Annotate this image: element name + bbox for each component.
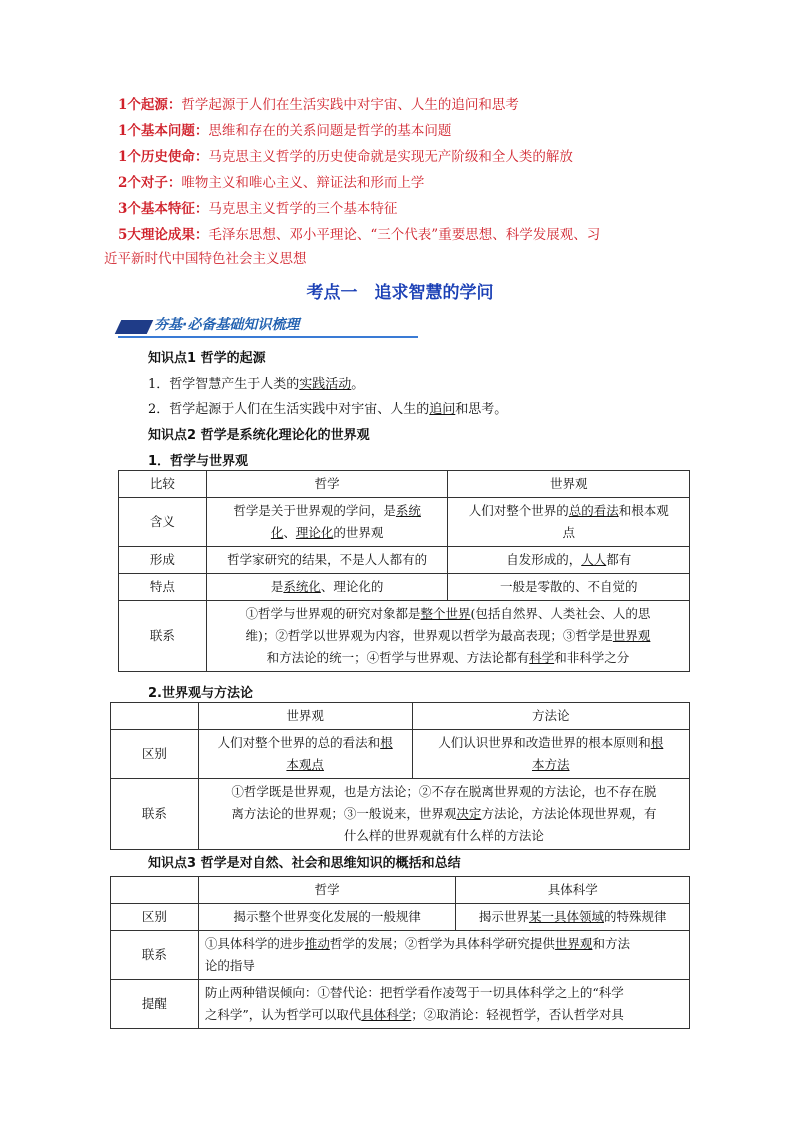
summary-line-achievements: 5大理论成果：毛泽东思想、邓小平理论、“三个代表”重要思想、科学发展观、习 bbox=[118, 227, 601, 243]
table-cell: 哲学家研究的结果，不是人人都有的 bbox=[206, 547, 448, 574]
table-header-cell bbox=[111, 877, 199, 904]
table-cell: 人们对整个世界的总的看法和根本观 点 bbox=[448, 498, 690, 547]
table-row bbox=[111, 980, 690, 1029]
table-row bbox=[119, 574, 690, 601]
table-header-cell: 哲学 bbox=[206, 471, 448, 498]
k2-subheading-1: 1．哲学与世界观 bbox=[148, 454, 249, 469]
summary-line-pairs: 2个对子：唯物主义和唯心主义、辩证法和形而上学 bbox=[118, 175, 425, 191]
table-philosophy-science bbox=[110, 876, 690, 1029]
table-cell: ①具体科学的进步推动哲学的发展；②哲学为具体科学研究提供世界观和方法 论的指导 bbox=[198, 931, 689, 980]
row-label: 联系 bbox=[119, 601, 207, 672]
table-row bbox=[111, 779, 690, 850]
table-header-cell: 比较 bbox=[119, 471, 207, 498]
table-header-cell: 世界观 bbox=[198, 703, 412, 730]
row-label: 联系 bbox=[111, 931, 199, 980]
summary-line-mission: 1个历史使命：马克思主义哲学的历史使命就是实现无产阶级和全人类的解放 bbox=[118, 149, 573, 165]
summary-line-achievements-cont: 近平新时代中国特色社会主义思想 bbox=[104, 251, 307, 267]
k1-paragraph-2: 2．哲学起源于人们在生活实践中对宇宙、人生的追问和思考。 bbox=[148, 402, 508, 417]
table-header-cell: 世界观 bbox=[448, 471, 690, 498]
row-label: 形成 bbox=[119, 547, 207, 574]
table-row bbox=[111, 877, 690, 904]
row-label: 区别 bbox=[111, 904, 199, 931]
summary-block bbox=[104, 92, 688, 270]
table-row bbox=[111, 730, 690, 779]
k2-subheading-2: 2.世界观与方法论 bbox=[148, 686, 253, 701]
table-row bbox=[111, 904, 690, 931]
table-row bbox=[119, 498, 690, 547]
k1-paragraph-1: 1．哲学智慧产生于人类的实践活动。 bbox=[148, 377, 365, 392]
table-cell: ①哲学既是世界观，也是方法论；②不存在脱离世界观的方法论，也不存在脱 离方法论的世界观；③一般说来，世界观决定方法论，方法论体现世界观，有 什么样的世界观就有什么样的方法论 bbox=[198, 779, 689, 850]
summary-line-origin: 1个起源：哲学起源于人们在生活实践中对宇宙、人生的追问和思考 bbox=[118, 97, 519, 113]
table-cell: ①哲学与世界观的研究对象都是整个世界(包括自然界、人类社会、人的思 维)；②哲学以世界观为内容，世界观以哲学为最高表现；③哲学是世界观 和方法论的统一；④哲学与世界观、方法论都有科学和非科学之分 bbox=[206, 601, 689, 672]
banner-bar-decoration bbox=[115, 320, 154, 334]
table-header-cell: 具体科学 bbox=[456, 877, 690, 904]
table-row bbox=[111, 703, 690, 730]
table-header-cell: 哲学 bbox=[198, 877, 456, 904]
row-label: 提醒 bbox=[111, 980, 199, 1029]
table-row bbox=[119, 601, 690, 672]
table-cell: 人们认识世界和改造世界的根本原则和根 本方法 bbox=[412, 730, 690, 779]
knowledge-point-3-heading: 知识点3 哲学是对自然、社会和思维知识的概括和总结 bbox=[148, 856, 461, 871]
table-cell: 一般是零散的、不自觉的 bbox=[448, 574, 690, 601]
table-header-cell bbox=[111, 703, 199, 730]
table-cell: 揭示整个世界变化发展的一般规律 bbox=[198, 904, 456, 931]
banner-underline bbox=[118, 336, 418, 338]
row-label: 联系 bbox=[111, 779, 199, 850]
table-cell: 哲学是关于世界观的学问，是系统 化、理论化的世界观 bbox=[206, 498, 448, 547]
table-cell: 防止两种错误倾向：①替代论：把哲学看作凌驾于一切具体科学之上的“科学 之科学”，认为哲学可以取代具体科学；②取消论：轻视哲学，否认哲学对具 bbox=[198, 980, 689, 1029]
table-row bbox=[119, 471, 690, 498]
row-label: 含义 bbox=[119, 498, 207, 547]
table-cell: 自发形成的，人人都有 bbox=[448, 547, 690, 574]
table-cell: 人们对整个世界的总的看法和根 本观点 bbox=[198, 730, 412, 779]
table-cell: 是系统化、理论化的 bbox=[206, 574, 448, 601]
row-label: 区别 bbox=[111, 730, 199, 779]
summary-line-basic-question: 1个基本问题：思维和存在的关系问题是哲学的基本问题 bbox=[118, 123, 452, 139]
section-banner bbox=[118, 312, 418, 338]
summary-line-features: 3个基本特征：马克思主义哲学的三个基本特征 bbox=[118, 201, 398, 217]
knowledge-point-1-heading: 知识点1 哲学的起源 bbox=[148, 351, 266, 366]
knowledge-point-2-heading: 知识点2 哲学是系统化理论化的世界观 bbox=[148, 428, 370, 443]
row-label: 特点 bbox=[119, 574, 207, 601]
table-row bbox=[119, 547, 690, 574]
banner-label: 夯基·必备基础知识梳理 bbox=[154, 317, 300, 333]
table-row bbox=[111, 931, 690, 980]
table-cell: 揭示世界某一具体领域的特殊规律 bbox=[456, 904, 690, 931]
section-title: 考点一 追求智慧的学问 bbox=[306, 283, 494, 303]
table-philosophy-worldview bbox=[118, 470, 690, 672]
table-header-cell: 方法论 bbox=[412, 703, 690, 730]
table-worldview-methodology bbox=[110, 702, 690, 850]
